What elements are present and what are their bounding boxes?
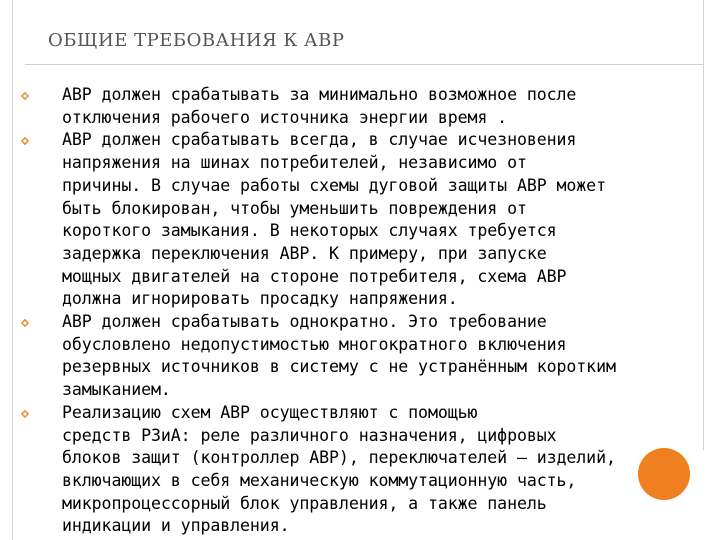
bullet-line: задержка переключения АВР. К примеру, при запуске: [62, 243, 547, 263]
bullet-item: [0, 402, 720, 538]
orange-circle-decoration: [638, 448, 690, 500]
diamond-bullet-icon: [20, 409, 30, 419]
bullet-line: причины. В случае работы схемы дуговой защиты АВР может: [62, 175, 606, 195]
bullet-line: замыканием.: [62, 380, 171, 400]
bullet-line: резервных источников в систему с не устранённым коротким: [62, 357, 616, 377]
bullet-text: [62, 129, 707, 311]
bullet-line: блоков защит (контроллер АВР), переключателей — изделий,: [62, 448, 616, 468]
bullet-line: Реализацию схем АВР осуществляют с помощью: [62, 402, 478, 422]
bullet-line: АВР должен срабатывать однократно. Это требование: [62, 312, 547, 332]
diamond-bullet-icon: [20, 136, 30, 146]
bullet-line: отключения рабочего источника энергии время .: [62, 107, 508, 127]
bullet-line: должна игнорировать просадку напряжения.: [62, 289, 458, 309]
diamond-bullet-icon: [20, 91, 30, 101]
bullet-line: напряжения на шинах потребителей, независимо от: [62, 153, 527, 173]
slide-title: ОБЩИЕ ТРЕБОВАНИЯ К АВР: [48, 30, 345, 51]
bullet-text: [62, 84, 707, 129]
bullet-item: [0, 129, 720, 311]
bullet-line: АВР должен срабатывать за минимально возможное после: [62, 85, 577, 104]
bullet-list: [0, 84, 720, 538]
bullet-line: АВР должен срабатывать всегда, в случае исчезновения: [62, 130, 577, 150]
bullet-line: быть блокирован, чтобы уменьшить повреждения от: [62, 198, 527, 218]
bullet-line: обусловлено недопустимостью многократного включения: [62, 334, 567, 354]
bullet-text: [62, 311, 707, 402]
bullet-text: [62, 402, 707, 538]
bullet-line: средств РЗиА: реле различного назначения, цифровых: [62, 425, 557, 445]
bullet-line: включающих в себя механическую коммутационную часть,: [62, 470, 577, 490]
title-divider: [25, 64, 703, 65]
bullet-item: [0, 84, 720, 129]
bullet-line: короткого замыкания. В некоторых случаях требуется: [62, 221, 557, 241]
bullet-line: индикации и управления.: [62, 516, 290, 536]
bullet-line: мощных двигателей на стороне потребителя, схема АВР: [62, 266, 567, 286]
bullet-item: [0, 311, 720, 402]
bullet-line: микропроцессорный блок управления, а также панель: [62, 493, 547, 513]
diamond-bullet-icon: [20, 318, 30, 328]
